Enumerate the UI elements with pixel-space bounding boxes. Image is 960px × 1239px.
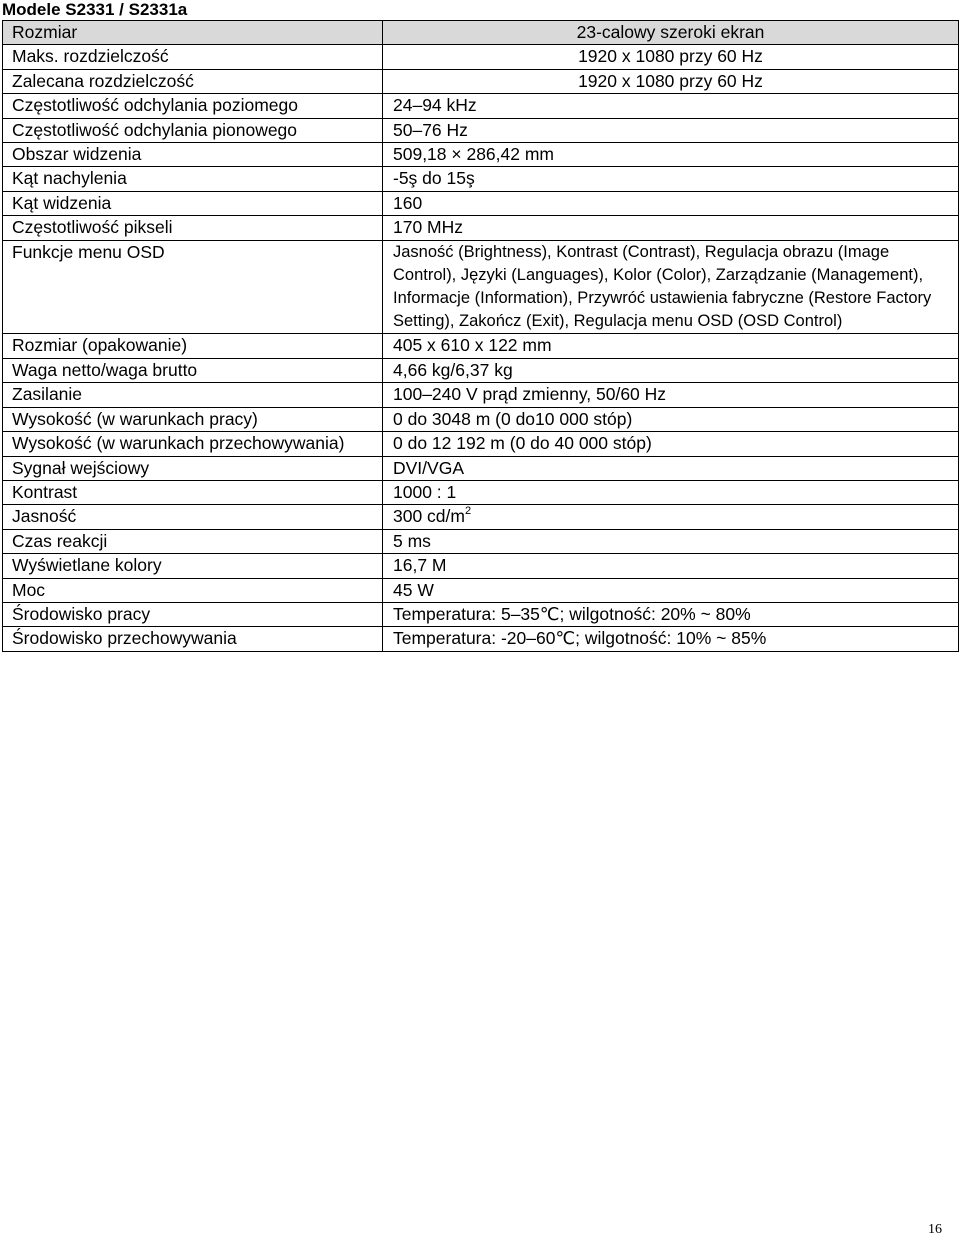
spec-value (383, 505, 959, 529)
table-row (3, 432, 959, 456)
spec-label: Rozmiar (3, 21, 383, 45)
table-row (3, 505, 959, 529)
table-row (3, 358, 959, 382)
spec-label: Czas reakcji (3, 529, 383, 553)
spec-label: Kąt nachylenia (3, 167, 383, 191)
spec-label: Sygnał wejściowy (3, 456, 383, 480)
table-row (3, 167, 959, 191)
table-row (3, 456, 959, 480)
spec-value: 4,66 kg/6,37 kg (383, 358, 959, 382)
superscript: 2 (464, 505, 472, 518)
spec-label: Maks. rozdzielczość (3, 45, 383, 69)
table-row (3, 69, 959, 93)
spec-value: Temperatura: -20–60℃; wilgotność: 10% ~ 85% (383, 627, 959, 651)
spec-value: 5 ms (383, 529, 959, 553)
spec-value: 1920 x 1080 przy 60 Hz (383, 69, 959, 93)
spec-label: Wysokość (w warunkach przechowywania) (3, 432, 383, 456)
spec-label: Jasność (3, 505, 383, 529)
table-row (3, 45, 959, 69)
table-row (3, 383, 959, 407)
spec-label: Zalecana rozdzielczość (3, 69, 383, 93)
spec-value: 0 do 12 192 m (0 do 40 000 stóp) (383, 432, 959, 456)
spec-value: 50–76 Hz (383, 118, 959, 142)
spec-value: 1920 x 1080 przy 60 Hz (383, 45, 959, 69)
table-row (3, 191, 959, 215)
table-row (3, 554, 959, 578)
table-row (3, 334, 959, 358)
spec-value: Temperatura: 5–35℃; wilgotność: 20% ~ 80% (383, 602, 959, 626)
spec-value: 0 do 3048 m (0 do10 000 stóp) (383, 407, 959, 431)
spec-value: 1000 : 1 (383, 480, 959, 504)
spec-value: 170 MHz (383, 216, 959, 240)
spec-label: Wysokość (w warunkach pracy) (3, 407, 383, 431)
page-number: 16 (928, 1222, 942, 1237)
table-row (3, 21, 959, 45)
spec-value: DVI/VGA (383, 456, 959, 480)
spec-label: Kontrast (3, 480, 383, 504)
table-row (3, 480, 959, 504)
brightness-value: 300 cd/m (393, 506, 465, 527)
spec-value: 23-calowy szeroki ekran (383, 21, 959, 45)
table-row (3, 118, 959, 142)
spec-value: 405 x 610 x 122 mm (383, 334, 959, 358)
spec-label: Częstotliwość pikseli (3, 216, 383, 240)
spec-label: Obszar widzenia (3, 143, 383, 167)
table-row (3, 240, 959, 334)
spec-label: Środowisko przechowywania (3, 627, 383, 651)
spec-label: Rozmiar (opakowanie) (3, 334, 383, 358)
spec-label: Zasilanie (3, 383, 383, 407)
spec-label: Częstotliwość odchylania poziomego (3, 94, 383, 118)
spec-value: -5ş do 15ş (383, 167, 959, 191)
spec-label: Waga netto/waga brutto (3, 358, 383, 382)
table-row (3, 94, 959, 118)
table-row (3, 627, 959, 651)
spec-value: 160 (383, 191, 959, 215)
spec-label: Funkcje menu OSD (3, 240, 383, 334)
specifications-table (2, 20, 959, 652)
spec-label: Częstotliwość odchylania pionowego (3, 118, 383, 142)
table-row (3, 407, 959, 431)
table-row (3, 216, 959, 240)
spec-label: Środowisko pracy (3, 602, 383, 626)
table-row (3, 143, 959, 167)
spec-label: Moc (3, 578, 383, 602)
spec-value: 509,18 × 286,42 mm (383, 143, 959, 167)
spec-value: 45 W (383, 578, 959, 602)
spec-value: 24–94 kHz (383, 94, 959, 118)
table-row (3, 529, 959, 553)
spec-value: 100–240 V prąd zmienny, 50/60 Hz (383, 383, 959, 407)
table-row (3, 602, 959, 626)
spec-label: Wyświetlane kolory (3, 554, 383, 578)
spec-label: Kąt widzenia (3, 191, 383, 215)
spec-value: 16,7 M (383, 554, 959, 578)
spec-value: Jasność (Brightness), Kontrast (Contrast), Regulacja obrazu (Image Control), Języki (Languages), Kolor (Color), Zarządzanie (Management), Informacje (Information), Przywróć ustawienia fabryczne (Restore Factory Setting), Zakończ (Exit), Regulacja menu OSD (OSD Control) (383, 240, 959, 334)
document-title: Modele S2331 / S2331a (2, 0, 188, 19)
table-row (3, 578, 959, 602)
